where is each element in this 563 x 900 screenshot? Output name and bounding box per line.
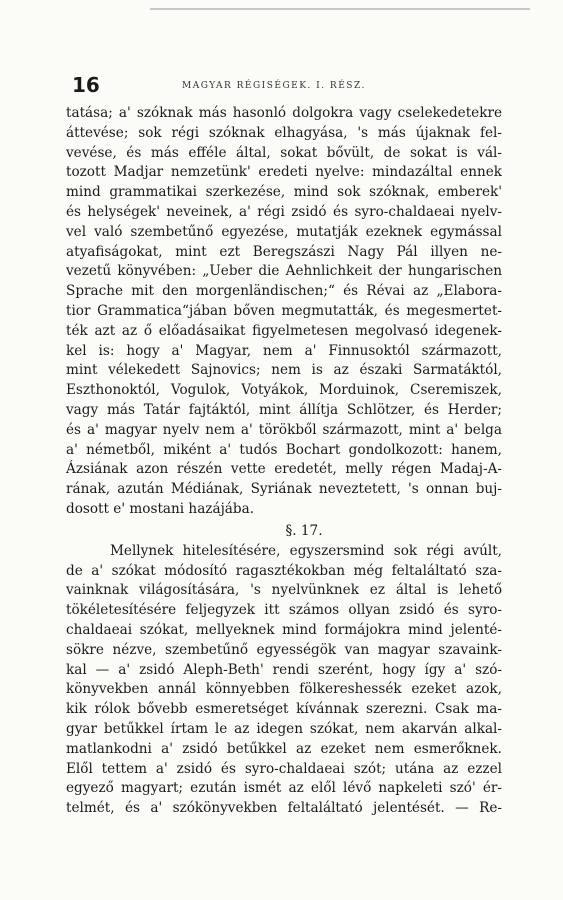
text-line: vainknak világosítására, 's nyelvünknek ez által is lehető	[66, 582, 502, 599]
text-line: gyar betűkkel írtam le az idegen szókat, nem akarván alkal-	[66, 720, 502, 737]
text-line: vezetű könyvében: „Ueber die Aehnlichkeit der hungarischen	[66, 263, 502, 280]
text-line: mint vélekedett Sajnovics; nem is az északi Sarmatáktól,	[66, 362, 502, 379]
text-line: a' németből, miként a' tudós Bochart gondolkozott: hanem,	[66, 441, 502, 458]
section-mark: §. 17.	[285, 522, 323, 539]
text-line: vevése, és más efféle által, sokat bővült, de sokat is vál-	[66, 144, 502, 161]
text-line: Sprache mit den morgenländischen;“ és Révai az „Elabora-	[66, 283, 502, 300]
text-line: és helységek' neveinek, a' régi zsidó és syro-chaldaeai nyelv-	[66, 203, 502, 220]
text-line: atyafiságokat, mint ezt Beregszászi Nagy Pál illyen ne-	[66, 243, 502, 260]
text-line: de a' szókat módosító ragasztékokban még feltaláltató sza-	[66, 562, 502, 579]
text-line: chaldaeai szókat, mellyeknek mind formájokra mind jelenté-	[66, 621, 502, 638]
body-text	[66, 104, 502, 819]
text-line: áttevése; sok régi szóknak elhagyása, 's más újaknak fel-	[66, 124, 502, 141]
text-line: sökre nézve, szembetűnő egyességök van magyar szavaink-	[66, 641, 502, 658]
text-line: telmét, és a' szókönyvekben feltaláltató jelentését. — Re-	[66, 800, 502, 817]
text-line: egyező magyart; ezután ismét az elől lévő napkeleti szó' ér-	[66, 780, 502, 797]
text-line: tökéletesítésére feljegyzek itt számos ollyan zsidó és syro-	[66, 602, 502, 619]
text-line: Ázsiának azon részén vette eredetét, melly régen Madaj-A-	[66, 461, 502, 478]
page-header	[72, 72, 502, 98]
paragraph-2	[66, 542, 502, 819]
text-line: tatása; a' szóknak más hasonló dolgokra vagy cselekedetekre	[66, 105, 502, 121]
text-line: rának, azután Médiának, Syriának neveztetett, 's onnan buj-	[66, 481, 502, 498]
text-line: Mellynek hitelesítésére, egyszersmind sok régi avúlt,	[110, 542, 502, 559]
text-line: matlankodni a' zsidó betűkkel az ezeket nem esmerőknek.	[66, 740, 502, 757]
text-line: kik rólok bővebb esmeretséget kívánnak szerezni. Csak ma-	[66, 701, 502, 718]
text-line: és a' magyar nyelv nem a' törökből származott, mint a' belga	[66, 421, 502, 438]
paragraph-1	[66, 104, 502, 520]
text-line: könyvekben annál könnyebben fölkereshessék ezeket azok,	[66, 681, 502, 698]
running-head: MAGYAR RÉGISÉGEK. I. RÉSZ.	[182, 81, 366, 91]
page-number: 16	[72, 73, 100, 97]
top-rule	[150, 8, 530, 10]
text-line: Eszthonoktól, Vogulok, Votyákok, Morduinok, Cseremiszek,	[66, 382, 502, 399]
text-line: kal — a' zsidó Aleph-Beth' rendi szerént, hogy így a' szó-	[66, 661, 502, 678]
text-line: kel is: hogy a' Magyar, nem a' Finnusoktól származott,	[66, 342, 502, 359]
text-line: Elől tettem a' zsidó és syro-chaldaeai szót; utána az ezzel	[66, 760, 502, 777]
text-line: tior Grammatica“jában bőven megmutatták, és megesmertet-	[66, 302, 502, 319]
text-line: vel való szembetűnő egyezése, mutatják ezeknek egymással	[66, 223, 502, 240]
text-line: mind grammatikai szerkezése, mind sok szóknak, emberek'	[66, 184, 502, 201]
text-line: dosott e' mostani hazájába.	[66, 500, 255, 517]
text-line: tozott Madjar nemzetünk' eredeti nyelve: mindazáltal ennek	[66, 164, 502, 181]
text-line: vagy más Tatár fajtáktól, mint állítja Schlötzer, és Herder;	[66, 401, 502, 418]
text-line: ték azt az ő előadásaikat figyelmetesen megolvasó idegenek-	[66, 322, 502, 339]
